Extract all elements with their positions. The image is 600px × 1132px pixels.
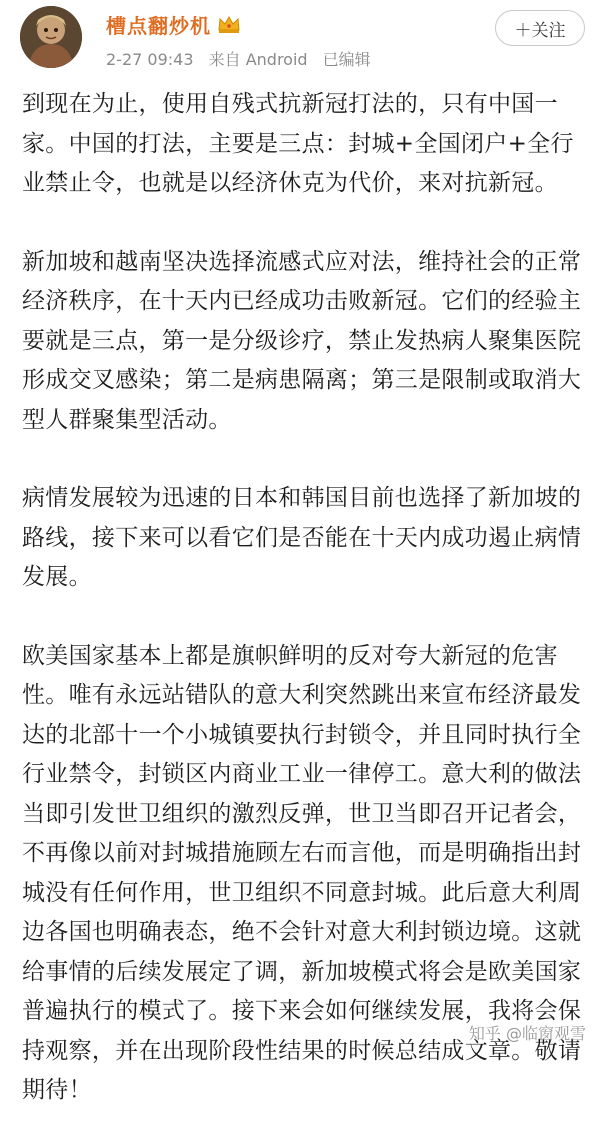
avatar[interactable] — [20, 6, 82, 68]
edited-label: 已编辑 — [322, 50, 371, 69]
paragraph-4: 欧美国家基本上都是旗帜鲜明的反对夸大新冠的危害性。唯有永远站错队的意大利突然跳出来宣布经济最发达的北部十一个小城镇要执行封锁令，并且同时执行全行业禁令，封锁区内商业工业一律停工。意大利的做法当即引发世卫组织的激烈反弹，世卫当即召开记者会，不再像以前对封城措施顾左右而言他，而是明确指出封城没有任何作用，世卫组织不同意封城。此后意大利周边各国也明确表态，绝不会针对意大利封锁边境。这就给事情的后续发展定了调，新加坡模式将会是欧美国家普遍执行的模式了。接下来会如何继续发展，我将会保持观察，并在出现阶段性结果的时候总结成文章。敬请期待！ — [22, 642, 582, 1103]
follow-button[interactable]: ＋关注 — [495, 10, 585, 46]
post-source: 来自 Android — [208, 50, 308, 69]
avatar-image — [20, 6, 82, 68]
post-header — [0, 0, 600, 84]
paragraph-1: 到现在为止，使用自残式抗新冠打法的，只有中国一家。中国的打法，主要是三点：封城+全国闭户+全行业禁止令，也就是以经济休克为代价，来对抗新冠。 — [22, 91, 574, 196]
username-row — [106, 10, 241, 38]
crown-icon — [217, 14, 241, 34]
paragraph-2: 新加坡和越南坚决选择流感式应对法，维持社会的正常经济秩序，在十天内已经成功击败新冠。它们的经验主要就是三点，第一是分级诊疗，禁止发热病人聚集医院形成交叉感染；第二是病患隔离；第三是限制或取消大型人群聚集型活动。 — [22, 248, 582, 433]
paragraph-3: 病情发展较为迅速的日本和韩国目前也选择了新加坡的路线，接下来可以看它们是否能在十天内成功遏止病情发展。 — [22, 485, 582, 590]
post-date: 2-27 09:43 — [106, 50, 194, 69]
post-body — [22, 85, 582, 1111]
watermark: 知乎 @临窗观雪 — [468, 1024, 586, 1043]
username[interactable]: 槽点翻炒机 — [106, 13, 211, 38]
post-meta — [106, 47, 381, 70]
